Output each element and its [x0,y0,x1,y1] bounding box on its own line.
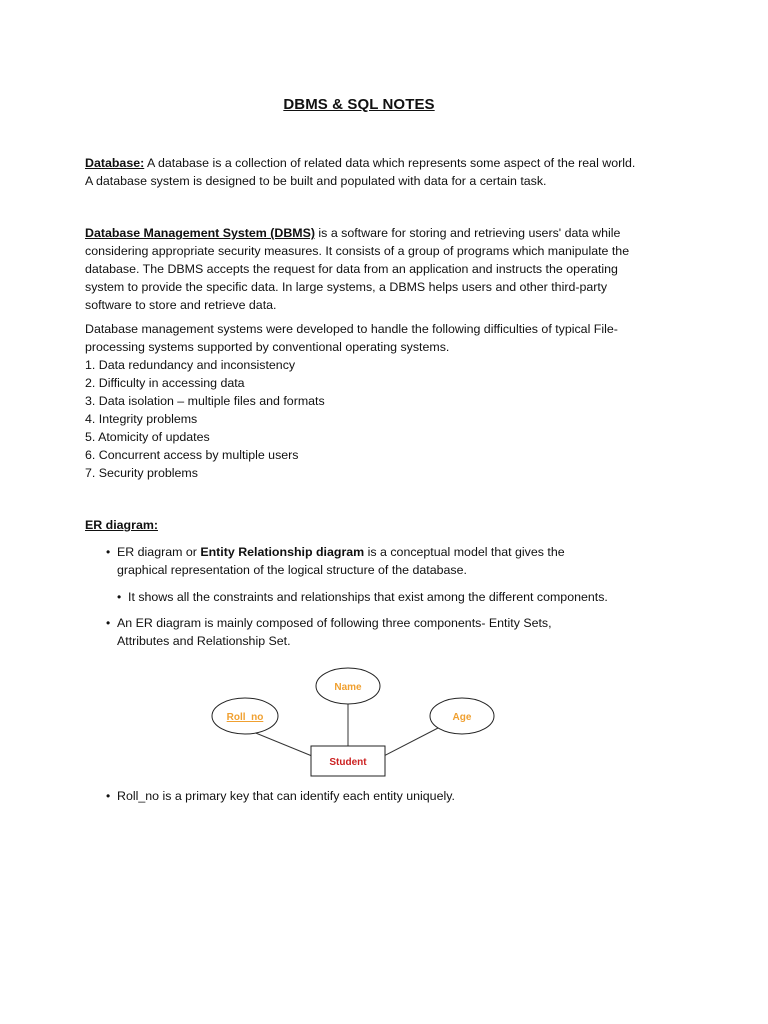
er-bullet-3-text: An ER diagram is mainly composed of following three components- Entity Sets, Attributes and Relationship Set. [117,616,552,648]
page-title: DBMS & SQL NOTES [283,96,435,113]
er-bullet-1-pre: ER diagram or [117,545,201,559]
bullet-icon: • [117,590,122,604]
database-definition [85,154,645,190]
list-item: 2. Difficulty in accessing data [85,376,245,390]
student-entity-label: Student [329,757,367,768]
er-bullet-3 [106,614,587,650]
bullet-icon: • [106,545,111,559]
dbms-text: is a software for storing and retrieving users' data while considering appropriate security measures. It consists of a group of programs which manipulate the database. The DBMS accepts the request for data from an application and instructs the operating system to provide the specific data. In large systems, a DBMS helps users and other third-party software to store and retrieve data. [85,226,630,312]
dbms-definition [85,224,645,314]
bullet-icon: • [106,789,111,803]
age-link [380,728,438,758]
er-bullet-1-bold: Entity Relationship diagram [200,545,365,559]
er-diagram [200,662,500,782]
name-attribute-label: Name [334,682,362,693]
list-item: 7. Security problems [85,466,198,480]
er-bullet-1 [106,543,587,579]
database-term: Database: [85,156,145,170]
er-bullet-1-post: is a conceptual model that gives the graphical representation of the logical structure of the database. [117,545,565,577]
er-bullet-2 [117,588,648,606]
list-item: 1. Data redundancy and inconsistency [85,358,296,372]
roll-attribute-label: Roll_no [226,712,264,723]
list-item: 3. Data isolation – multiple files and formats [85,394,325,408]
database-text: A database is a collection of related data which represents some aspect of the real world. A database system is designed to be built and populated with data for a certain task. [85,156,636,188]
list-item: 4. Integrity problems [85,412,198,426]
difficulties-intro: Database management systems were developed to handle the following difficulties of typical File-processing systems supported by conventional operating systems. [85,322,618,354]
er-heading: ER diagram: [85,518,158,532]
age-attribute-label: Age [452,712,472,723]
list-item: 6. Concurrent access by multiple users [85,448,299,462]
er-bullet-4-text: Roll_no is a primary key that can identify each entity uniquely. [117,789,455,803]
bullet-icon: • [106,616,111,630]
er-bullet-4 [106,787,587,805]
er-bullet-2-text: It shows all the constraints and relationships that exist among the different components. [128,590,608,604]
dbms-term: Database Management System (DBMS) [85,226,315,240]
difficulties-list [85,356,645,482]
list-item: 5. Atomicity of updates [85,430,210,444]
